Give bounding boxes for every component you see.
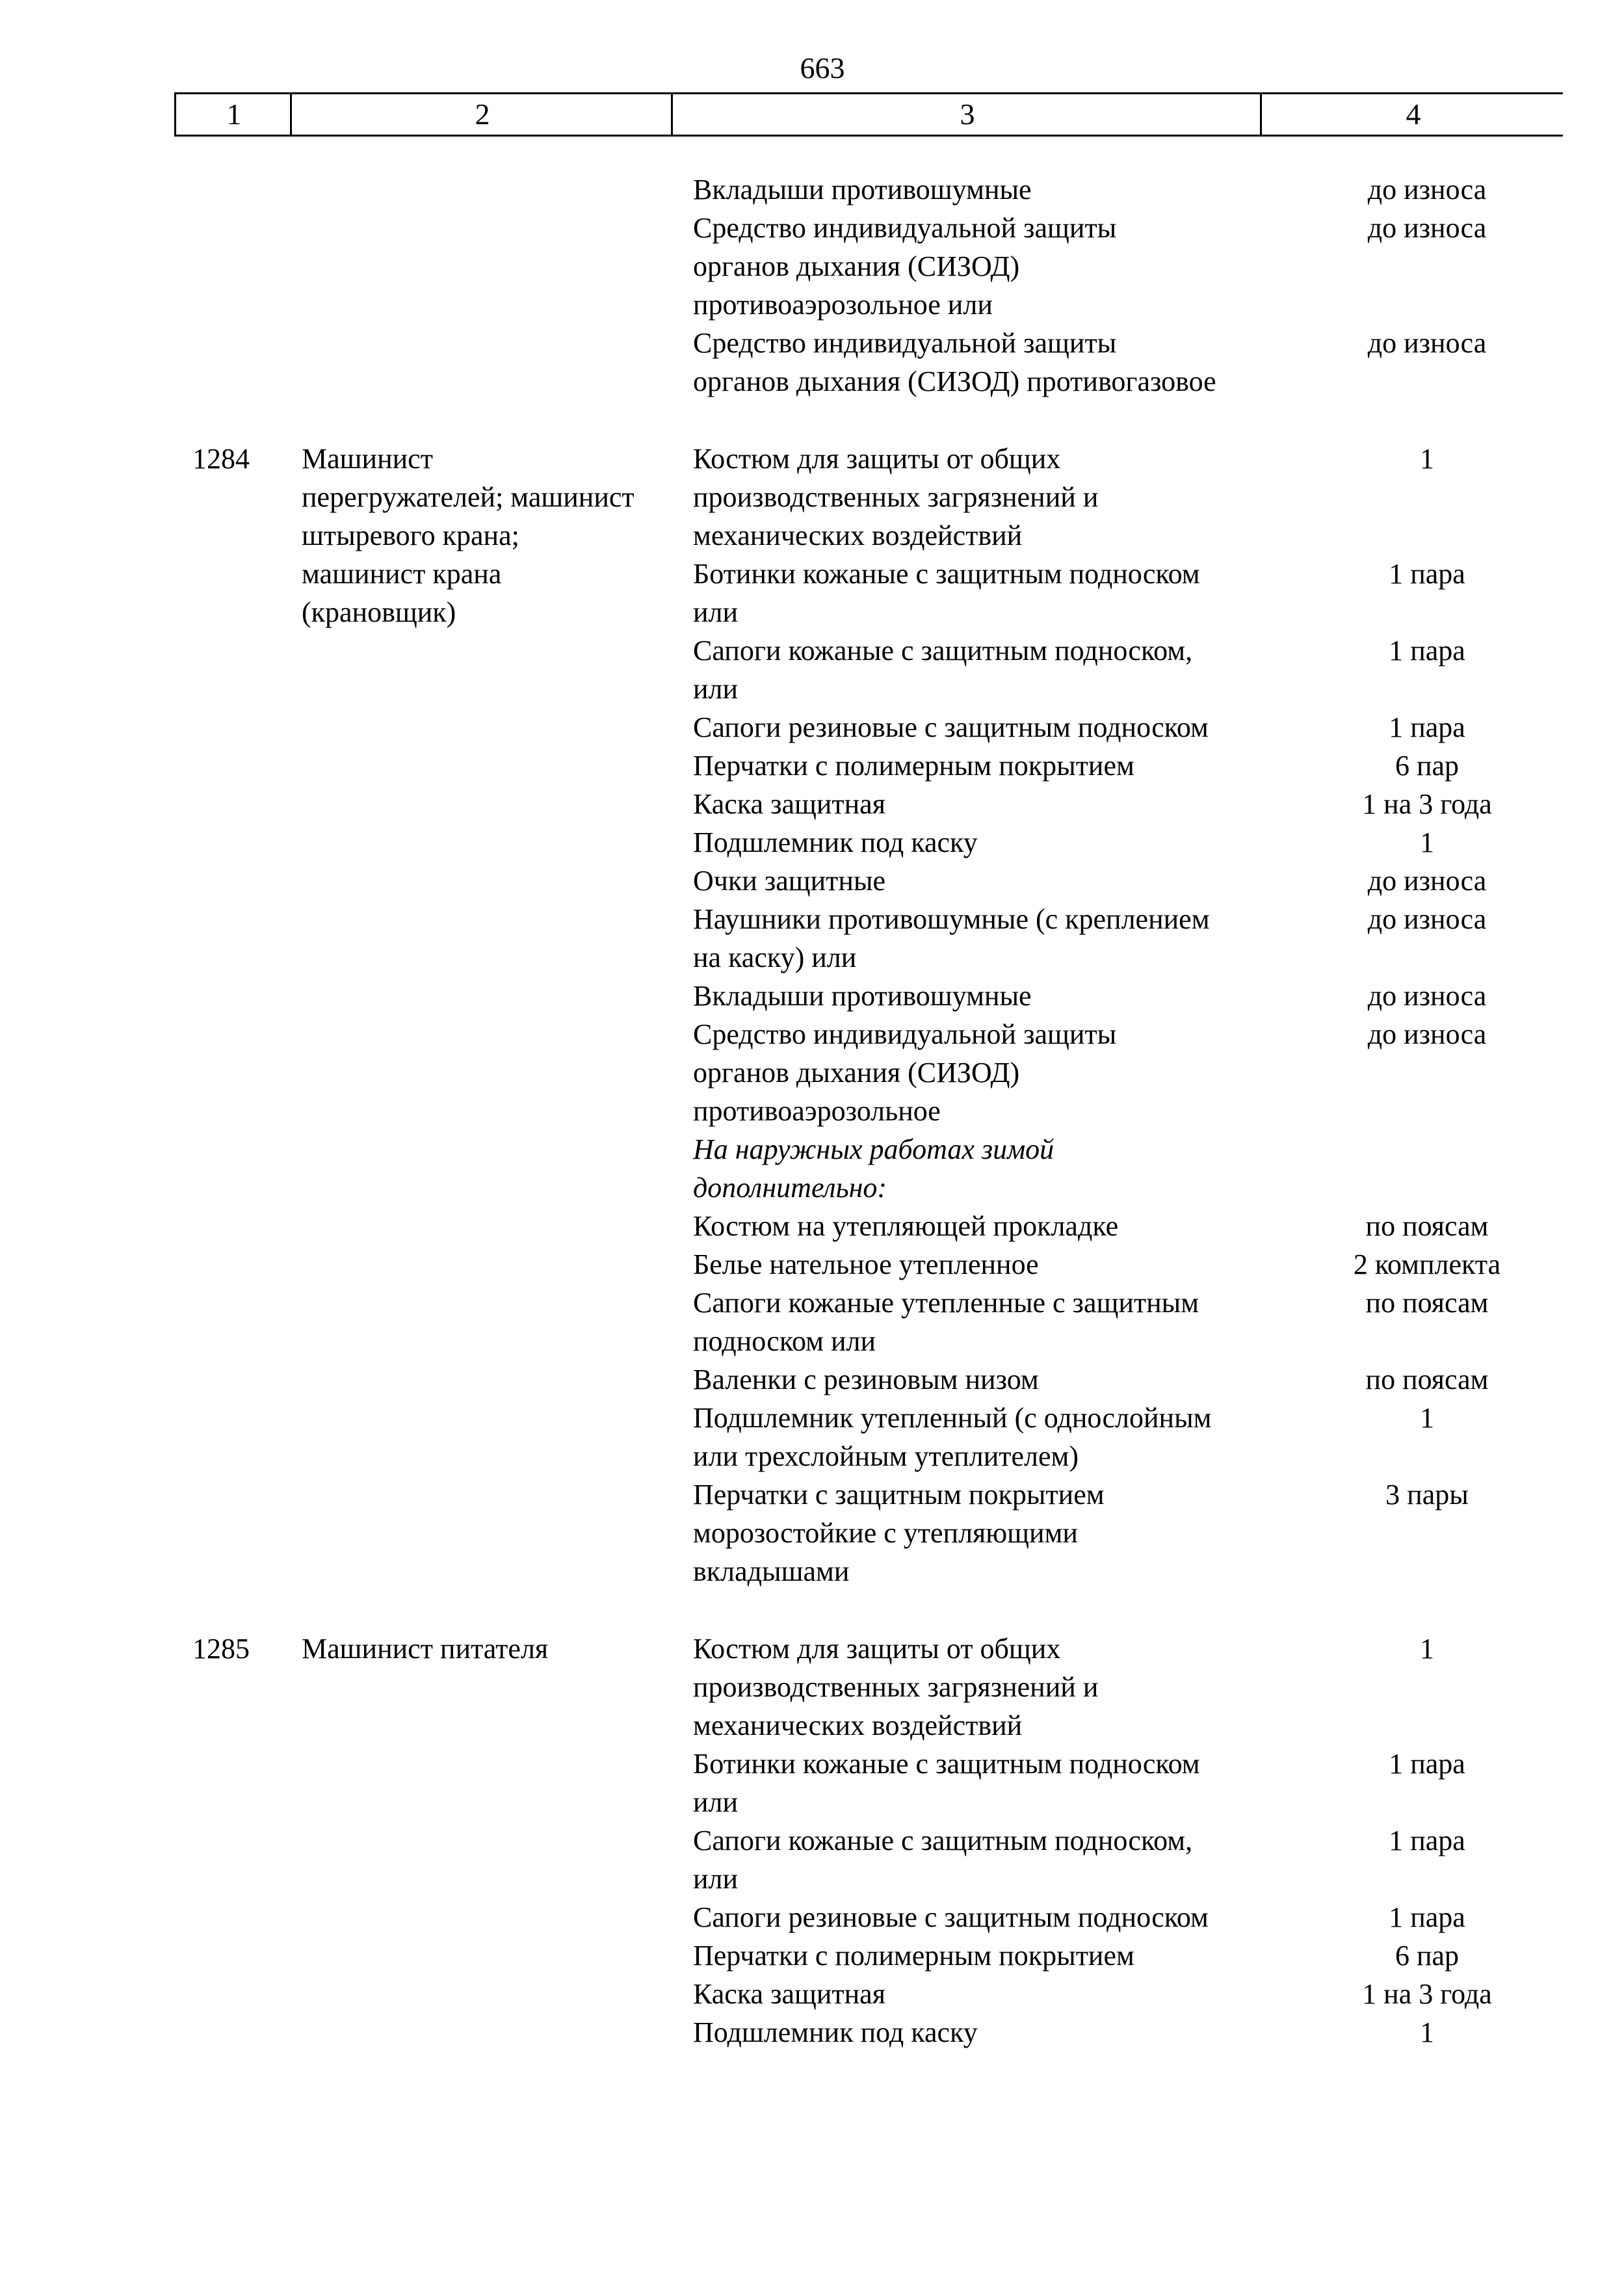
profession-name: Машинист питателя bbox=[302, 1633, 549, 1665]
item-qty: по поясам bbox=[1365, 1210, 1489, 1242]
item-name: Костюм для защиты от общих производственных загрязнений и механических воздействий bbox=[693, 443, 1099, 551]
item-name: Костюм для защиты от общих производственных загрязнений и механических воздействий bbox=[693, 1633, 1099, 1741]
item-qty: 2 комплекта bbox=[1353, 1248, 1501, 1280]
item-name: Сапоги кожаные с защитным подноском, или bbox=[693, 635, 1193, 705]
item-name: Ботинки кожаные с защитным подноском или bbox=[693, 1748, 1200, 1818]
item-name: Наушники противошумные (с креплением на каску) или bbox=[693, 903, 1210, 973]
list-item bbox=[0, 823, 1624, 862]
list-item bbox=[0, 1898, 1624, 1936]
item-name: Сапоги кожаные утепленные с защитным подноском или bbox=[693, 1287, 1199, 1357]
header-col-1: 1 bbox=[174, 94, 292, 135]
section-note: На наружных работах зимой дополнительно: bbox=[693, 1133, 1054, 1204]
table-row bbox=[0, 1630, 1624, 2052]
item-qty: 1 bbox=[1420, 2016, 1434, 2048]
list-item bbox=[0, 440, 1624, 555]
item-qty: 1 пара bbox=[1389, 558, 1465, 590]
item-qty: 6 пар bbox=[1395, 1940, 1460, 1972]
item-name: Подшлемник под каску bbox=[693, 826, 978, 858]
item-qty: 1 на 3 года bbox=[1362, 788, 1492, 820]
item-name: Вкладыши противошумные bbox=[693, 174, 1032, 205]
list-item bbox=[0, 977, 1624, 1015]
continued-entry bbox=[0, 170, 1624, 401]
list-item bbox=[0, 1821, 1624, 1898]
header-col-2: 2 bbox=[290, 94, 673, 135]
header-col-3: 3 bbox=[671, 94, 1262, 135]
item-name: Каска защитная bbox=[693, 1978, 885, 2010]
item-qty: 1 пара bbox=[1389, 711, 1465, 743]
item-qty: по поясам bbox=[1365, 1364, 1489, 1395]
list-item bbox=[0, 708, 1624, 746]
item-qty: 1 bbox=[1420, 826, 1434, 858]
item-qty: 1 bbox=[1420, 1633, 1434, 1665]
item-name: Ботинки кожаные с защитным подноском или bbox=[693, 558, 1200, 628]
list-item bbox=[0, 1015, 1624, 1130]
item-qty: 1 пара bbox=[1389, 1901, 1465, 1933]
item-qty: до износа bbox=[1367, 327, 1487, 359]
list-item bbox=[0, 1360, 1624, 1399]
profession-name: Машинист перегружателей; машинист штыревого крана; машинист крана (крановщик) bbox=[302, 443, 635, 628]
list-item bbox=[0, 1130, 1624, 1207]
list-item bbox=[0, 900, 1624, 977]
list-item bbox=[0, 1745, 1624, 1821]
table-body bbox=[0, 170, 1624, 2052]
list-item bbox=[0, 862, 1624, 900]
item-name: Костюм на утепляющей прокладке bbox=[693, 1210, 1119, 1242]
item-qty: до износа bbox=[1367, 903, 1487, 935]
item-name: Сапоги резиновые с защитным подноском bbox=[693, 1901, 1209, 1933]
list-item bbox=[0, 1630, 1624, 1745]
item-qty: 1 bbox=[1420, 443, 1434, 475]
entry-code: 1285 bbox=[192, 1633, 250, 1665]
list-item bbox=[0, 1936, 1624, 1975]
list-item bbox=[0, 631, 1624, 708]
item-name: Подшлемник утепленный (с однослойным или трехслойным утеплителем) bbox=[693, 1402, 1212, 1472]
item-qty: до износа bbox=[1367, 980, 1487, 1012]
item-name: Сапоги резиновые с защитным подноском bbox=[693, 711, 1209, 743]
item-name: Перчатки с полимерным покрытием bbox=[693, 750, 1134, 782]
item-name: Вкладыши противошумные bbox=[693, 980, 1032, 1012]
list-item bbox=[0, 1207, 1624, 1245]
item-qty: по поясам bbox=[1365, 1287, 1489, 1319]
table-header bbox=[174, 92, 1563, 137]
item-qty: до износа bbox=[1367, 174, 1487, 205]
table-row bbox=[0, 440, 1624, 1590]
item-qty: 1 пара bbox=[1389, 1825, 1465, 1856]
item-name: Очки защитные bbox=[693, 865, 886, 897]
item-name: Средство индивидуальной защиты органов дыхания (СИЗОД) противогазовое bbox=[693, 327, 1216, 397]
item-qty: 1 bbox=[1420, 1402, 1434, 1434]
list-item bbox=[0, 555, 1624, 631]
item-name: Подшлемник под каску bbox=[693, 2016, 978, 2048]
list-item bbox=[0, 2013, 1624, 2052]
list-item bbox=[0, 1399, 1624, 1475]
list-item bbox=[0, 324, 1624, 401]
item-name: Средство индивидуальной защиты органов дыхания (СИЗОД) противоаэрозольное или bbox=[693, 212, 1117, 321]
item-qty: 1 на 3 года bbox=[1362, 1978, 1492, 2010]
item-qty: до износа bbox=[1367, 1018, 1487, 1050]
entry-code: 1284 bbox=[192, 443, 250, 475]
list-item bbox=[0, 209, 1624, 324]
item-qty: до износа bbox=[1367, 212, 1487, 244]
list-item bbox=[0, 785, 1624, 823]
item-name: Перчатки с защитным покрытием морозостойкие с утепляющими вкладышами bbox=[693, 1479, 1105, 1587]
page-number: 663 bbox=[800, 51, 845, 85]
header-col-4: 4 bbox=[1260, 94, 1565, 135]
list-item bbox=[0, 1975, 1624, 2013]
list-item bbox=[0, 1245, 1624, 1284]
list-item bbox=[0, 1284, 1624, 1360]
item-qty: до износа bbox=[1367, 865, 1487, 897]
list-item bbox=[0, 170, 1624, 209]
item-qty: 3 пары bbox=[1385, 1479, 1469, 1511]
item-name: Валенки с резиновым низом bbox=[693, 1364, 1039, 1395]
item-qty: 1 пара bbox=[1389, 1748, 1465, 1780]
item-name: Сапоги кожаные с защитным подноском, или bbox=[693, 1825, 1193, 1895]
item-qty: 6 пар bbox=[1395, 750, 1460, 782]
item-name: Перчатки с полимерным покрытием bbox=[693, 1940, 1134, 1972]
list-item bbox=[0, 746, 1624, 785]
list-item bbox=[0, 1475, 1624, 1590]
item-name: Средство индивидуальной защиты органов дыхания (СИЗОД) противоаэрозольное bbox=[693, 1018, 1117, 1127]
item-name: Белье нательное утепленное bbox=[693, 1248, 1039, 1280]
item-qty: 1 пара bbox=[1389, 635, 1465, 666]
item-name: Каска защитная bbox=[693, 788, 885, 820]
